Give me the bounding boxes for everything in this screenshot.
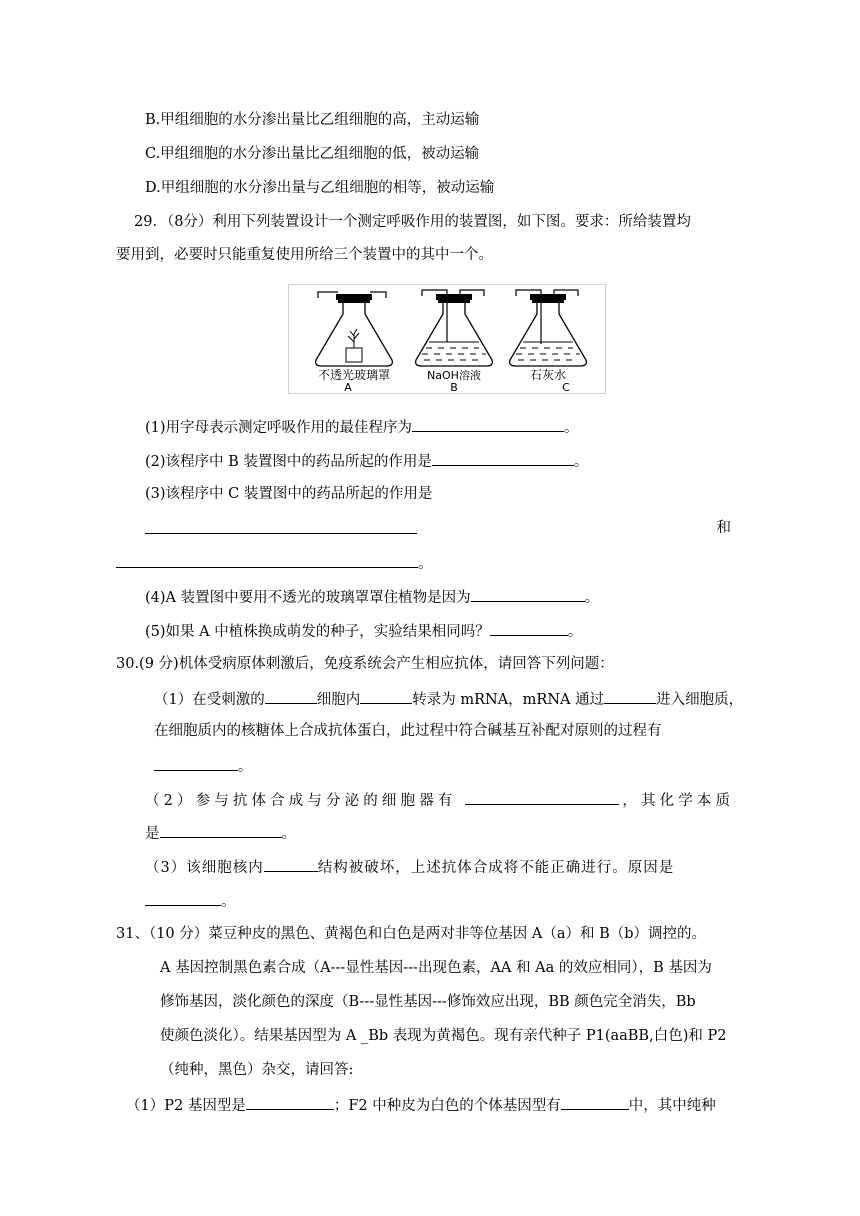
q31-line-3: 修饰基因，淡化颜色的深度（B---显性基因---修饰效应出现，BB 颜色完全消失，Bb	[160, 994, 696, 1010]
q31-line-5: （纯种，黑色）杂交，请回答:	[160, 1062, 354, 1078]
answer-blank[interactable]	[116, 552, 418, 568]
answer-blank[interactable]	[412, 416, 564, 432]
answer-blank[interactable]	[490, 620, 568, 636]
q31-part1: （1）P2 基因型是 ；F2 中种皮为白色的个体基因型有 中，其中纯种	[126, 1094, 716, 1116]
q30-part3-blank-line: 。	[145, 890, 236, 912]
q30-part1-blank-line: 。	[154, 755, 253, 777]
q30-part1-cont: 在细胞质内的核糖体上合成抗体蛋白，此过程中符合碱基互补配对原则的过程有	[154, 723, 662, 739]
q29-part3-blank-line-2: 。	[116, 552, 433, 574]
q30-part2: （2）参与抗体合成与分泌的细胞器有 ，其化学本质	[145, 789, 731, 811]
q29-part3-blank-line	[145, 518, 731, 540]
q29-part3: (3)该程序中 C 装置图中的药品所起的作用是	[145, 486, 433, 502]
q30-part3: （3）该细胞核内 结构被破坏，上述抗体合成将不能正确进行。原因是	[145, 856, 674, 878]
q29-part2-text: (2)该程序中 B 装置图中的药品所起的作用是	[145, 454, 432, 470]
flask-b-label: NaOH溶液	[427, 369, 481, 382]
option-d: D.甲组细胞的水分渗出量与乙组细胞的相等，被动运输	[145, 180, 495, 196]
answer-blank[interactable]	[246, 1094, 334, 1110]
q29-part4-text: (4)A 装置图中要用不透光的玻璃罩罩住植物是因为	[145, 590, 471, 606]
answer-blank[interactable]	[264, 856, 318, 872]
answer-blank[interactable]	[265, 688, 317, 704]
flask-c-label: 石灰水	[529, 368, 567, 382]
q29-part4: (4)A 装置图中要用不透光的玻璃罩罩住植物是因为 。	[145, 586, 599, 608]
q29-part5: (5)如果 A 中植株换成萌发的种子，实验结果相同吗？ 。	[145, 620, 582, 642]
answer-blank[interactable]	[465, 789, 619, 805]
flask-b-letter: B	[450, 381, 458, 394]
q31-intro: 31、（10 分）菜豆种皮的黑色、黄褐色和白色是两对非等位基因 A（a）和 B（b）调控的。	[116, 926, 707, 942]
option-c: C.甲组细胞的水分渗出量比乙组细胞的低，被动运输	[145, 146, 480, 162]
and-word: 和	[716, 520, 731, 536]
flask-c-letter: C	[562, 381, 570, 394]
q30-intro: 30.(9 分)机体受病原体刺激后，免疫系统会产生相应抗体，请回答下列问题：	[116, 656, 614, 672]
flask-a-letter: A	[344, 381, 352, 394]
answer-blank[interactable]	[154, 755, 238, 771]
q31-line-2: A 基因控制黑色素合成（A---显性基因---出现色素，AA 和 Aa 的效应相同），B 基因为	[160, 960, 712, 976]
q30-part1: （1）在受刺激的 细胞内 转录为 mRNA，mRNA 通过 进入细胞质，	[154, 688, 743, 710]
flask-a-label: 不透光玻璃罩	[317, 368, 391, 382]
answer-blank[interactable]	[160, 822, 282, 838]
q29-part2: (2)该程序中 B 装置图中的药品所起的作用是 。	[145, 450, 588, 472]
q29-part1: (1)用字母表示测定呼吸作用的最佳程序为 。	[145, 416, 579, 438]
q29-intro: 29．（8分）利用下列装置设计一个测定呼吸作用的装置图，如下图。要求：所给装置均	[134, 214, 691, 230]
apparatus-figure	[288, 284, 606, 394]
answer-blank[interactable]	[604, 688, 656, 704]
q29-part1-text: (1)用字母表示测定呼吸作用的最佳程序为	[145, 420, 413, 436]
q31-line-4: 使颜色淡化）。结果基因型为 A _Bb 表现为黄褐色。现有亲代种子 P1(aaBB,白色)和 P2	[160, 1028, 727, 1044]
q29-part5-text: (5)如果 A 中植株换成萌发的种子，实验结果相同吗？	[145, 624, 490, 640]
answer-blank[interactable]	[360, 688, 412, 704]
q30-part2-cont: 是 。	[145, 822, 296, 844]
option-b: B.甲组细胞的水分渗出量比乙组细胞的高，主动运输	[145, 112, 480, 128]
answer-blank[interactable]	[145, 518, 417, 534]
answer-blank[interactable]	[471, 586, 585, 602]
q29-intro-cont: 要用到，必要时只能重复使用所给三个装置中的其中一个。	[116, 247, 493, 263]
answer-blank[interactable]	[432, 450, 574, 466]
answer-blank[interactable]	[145, 890, 221, 906]
answer-blank[interactable]	[561, 1094, 629, 1110]
